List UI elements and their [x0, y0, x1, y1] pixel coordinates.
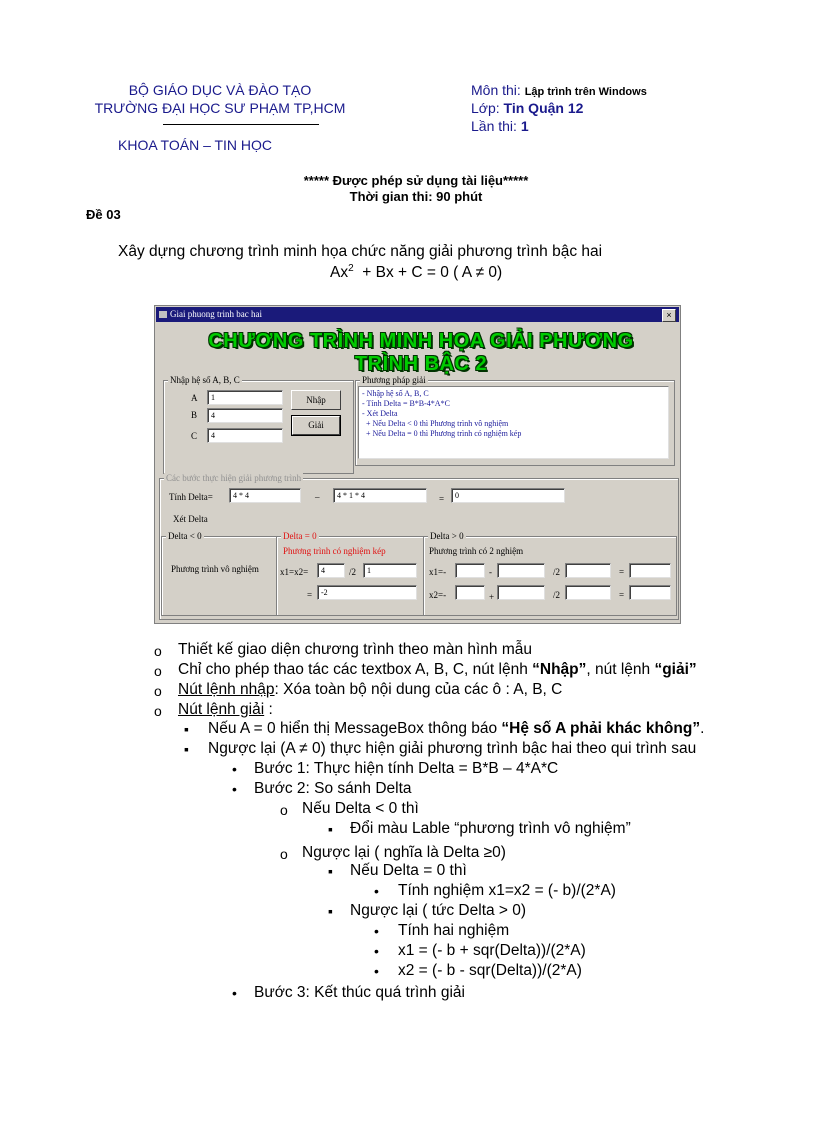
method-group-title: Phương pháp giải	[362, 375, 426, 385]
class-line	[471, 100, 583, 116]
x1-eq: =	[619, 567, 625, 577]
subject-value: Lập trình trên Windows	[524, 86, 647, 98]
req-nhap: “Nhập”	[532, 661, 587, 678]
if-a-zero	[208, 720, 704, 738]
giai-colon: :	[264, 701, 273, 718]
eq-a: Ax	[330, 264, 349, 282]
eq-rest: + Bx + C = 0 ( A ≠ 0)	[353, 264, 503, 282]
input-c[interactable]: 4	[207, 428, 283, 443]
bullet-dot: •	[232, 985, 237, 1001]
zero-action: Tính nghiệm x1=x2 = (- b)/(2*A)	[398, 882, 616, 899]
req-sep: , nút lệnh	[586, 661, 655, 678]
minus-label: –	[315, 492, 320, 502]
req-design: Thiết kế giao diện chương trình theo màn hình mẫu	[178, 641, 533, 658]
delta-part1: 4 * 4	[229, 488, 301, 503]
pos-message: Phương trình có 2 nghiệm	[429, 546, 524, 556]
step-3: Bước 3: Kết thúc quá trình giải	[254, 984, 465, 1001]
if-delta-neg: Nếu Delta < 0 thì	[302, 800, 419, 817]
attempt-value: 1	[520, 118, 529, 134]
bullet-circle: o	[280, 802, 288, 818]
x1-result	[629, 563, 671, 578]
group-delta-pos-title: Delta > 0	[430, 531, 464, 541]
x1-part3	[565, 563, 611, 578]
x12-result: -2	[317, 585, 417, 600]
label-b: B	[191, 410, 198, 420]
subject-label: Môn thi:	[471, 82, 521, 98]
equation	[330, 263, 502, 282]
bullet-dot: •	[232, 761, 237, 777]
pos-b: x1 = (- b + sqr(Delta))/(2*A)	[398, 942, 586, 959]
x2-result	[629, 585, 671, 600]
bullet-dot: •	[374, 923, 379, 939]
app-icon	[159, 311, 167, 318]
app-banner: CHƯƠNG TRÌNH MINH HỌA GIẢI PHƯƠNG TRÌNH BẬC 2	[208, 330, 634, 375]
bullet-square: ▪	[328, 821, 333, 837]
div2-label: /2	[349, 567, 357, 577]
req-controls-text: Chỉ cho phép thao tác các textbox A, B, C, nút lệnh	[178, 661, 533, 678]
x2-eq: =	[619, 590, 625, 600]
tinh-delta-label: Tính Delta=	[169, 492, 213, 502]
nhap-button[interactable]: Nhập	[291, 390, 341, 410]
req-nhap-desc	[178, 681, 562, 699]
eq-label: =	[307, 590, 313, 600]
bullet-square: ▪	[328, 903, 333, 919]
nhap-label: Nút lệnh nhập	[178, 681, 275, 698]
input-a[interactable]: 1	[207, 390, 283, 405]
x2-part3	[565, 585, 611, 600]
if-delta-zero: Nếu Delta = 0 thì	[350, 862, 467, 879]
giai-button[interactable]: Giải	[292, 416, 340, 435]
faculty-name: KHOA TOÁN – TIN HỌC	[118, 137, 273, 153]
neg-action: Đổi màu Lable “phương trình vô nghiệm”	[350, 820, 631, 837]
x2-plus: +	[489, 592, 495, 602]
input-b[interactable]: 4	[207, 408, 283, 423]
bullet-circle: o	[154, 683, 162, 699]
task-description: Xây dựng chương trình minh họa chức năng giải phương trình bậc hai	[118, 243, 603, 260]
if-a0-pre: Nếu A = 0 hiển thị MessageBox thông báo	[208, 720, 502, 737]
close-button[interactable]: ×	[662, 309, 676, 322]
bullet-square: ▪	[184, 721, 189, 737]
group-delta-neg-title: Delta < 0	[168, 531, 202, 541]
group-delta-zero-title: Delta = 0	[283, 531, 317, 541]
x2-div2: /2	[553, 590, 561, 600]
bullet-circle: o	[154, 663, 162, 679]
label-c: C	[191, 431, 198, 441]
x2-label: x2=-	[429, 590, 447, 600]
else-pos: Ngược lại ( tức Delta > 0)	[350, 902, 527, 919]
bullet-square: ▪	[328, 863, 333, 879]
bullet-circle: o	[154, 703, 162, 719]
bullet-dot: •	[374, 943, 379, 959]
bullet-square: ▪	[184, 741, 189, 757]
xet-delta-label: Xét Delta	[173, 514, 208, 524]
x1x2-label: x1=x2=	[280, 567, 309, 577]
x12-denominator: 1	[363, 563, 417, 578]
class-label: Lớp:	[471, 100, 500, 116]
delta-part2: 4 * 1 * 4	[333, 488, 427, 503]
input-group-title: Nhập hệ số A, B, C	[170, 375, 240, 385]
giai-label: Nút lệnh giải	[178, 701, 265, 718]
req-giai: “giải”	[654, 661, 697, 678]
attempt-label: Lần thi:	[471, 118, 517, 134]
x2-part2	[497, 585, 545, 600]
step-1: Bước 1: Thực hiện tính Delta = B*B – 4*A*C	[254, 760, 559, 777]
exam-code: Đề 03	[86, 207, 121, 222]
else-a-nonzero: Ngược lại (A ≠ 0) thực hiện giải phương trình bậc hai theo qui trình sau	[208, 740, 697, 757]
notice: ***** Được phép sử dụng tài liệu*****	[303, 173, 529, 188]
method-line: - Nhập hệ số A, B, C	[362, 389, 429, 398]
nhap-desc: : Xóa toàn bộ nội dung của các ô : A, B, C	[274, 681, 563, 698]
duration: Thời gian thi: 90 phút	[349, 189, 483, 204]
method-line: - Xét Delta	[362, 409, 398, 418]
neg-message: Phương trình vô nghiệm	[171, 564, 259, 574]
x1-div2: /2	[553, 567, 561, 577]
delta-result: 0	[451, 488, 565, 503]
if-a0-end: .	[700, 720, 705, 737]
bullet-circle: o	[280, 846, 288, 862]
steps-group-title: Các bước thực hiện giải phương trình	[166, 473, 302, 483]
pos-c: x2 = (- b - sqr(Delta))/(2*A)	[398, 962, 582, 979]
req-giai-desc	[178, 701, 273, 719]
zero-message: Phương trình có nghiệm kép	[283, 546, 386, 556]
if-a0-msg: “Hệ số A phải khác không”	[501, 720, 701, 737]
attempt-line	[471, 118, 529, 134]
method-list[interactable]	[358, 386, 669, 459]
req-controls	[178, 661, 697, 679]
bullet-dot: •	[232, 781, 237, 797]
header-divider	[163, 124, 319, 125]
window-title: Giai phuong trinh bac hai	[170, 309, 262, 319]
else-nonneg: Ngược lại ( nghĩa là Delta ≥0)	[302, 844, 506, 861]
method-line: + Nếu Delta < 0 thì Phương trình vô nghiệm	[362, 419, 509, 428]
pos-a: Tính hai nghiệm	[398, 922, 510, 939]
ministry-name: BỘ GIÁO DỤC VÀ ĐÀO TẠO	[128, 82, 312, 98]
step-2: Bước 2: So sánh Delta	[254, 780, 412, 797]
x1-minus: -	[489, 567, 492, 577]
school-name: TRƯỜNG ĐẠI HỌC SƯ PHẠM TP,HCM	[94, 100, 346, 116]
subject-line	[471, 82, 647, 98]
x1-part2	[497, 563, 545, 578]
bullet-dot: •	[374, 963, 379, 979]
group-delta-neg	[161, 531, 277, 616]
x1-part1	[455, 563, 485, 578]
class-value: Tin Quận 12	[503, 100, 584, 116]
method-line: - Tính Delta = B*B-4*A*C	[362, 399, 450, 408]
bullet-circle: o	[154, 643, 162, 659]
bullet-dot: •	[374, 883, 379, 899]
eq-sup: 2	[348, 263, 354, 274]
equals-label: =	[439, 494, 445, 504]
app-window	[154, 305, 681, 624]
method-line: + Nếu Delta = 0 thì Phương trình có nghiệm kép	[362, 429, 522, 438]
window-titlebar[interactable]	[156, 307, 679, 322]
x2-part1	[455, 585, 485, 600]
x1-label: x1=-	[429, 567, 447, 577]
label-a: A	[191, 393, 198, 403]
x12-numerator: 4	[317, 563, 345, 578]
